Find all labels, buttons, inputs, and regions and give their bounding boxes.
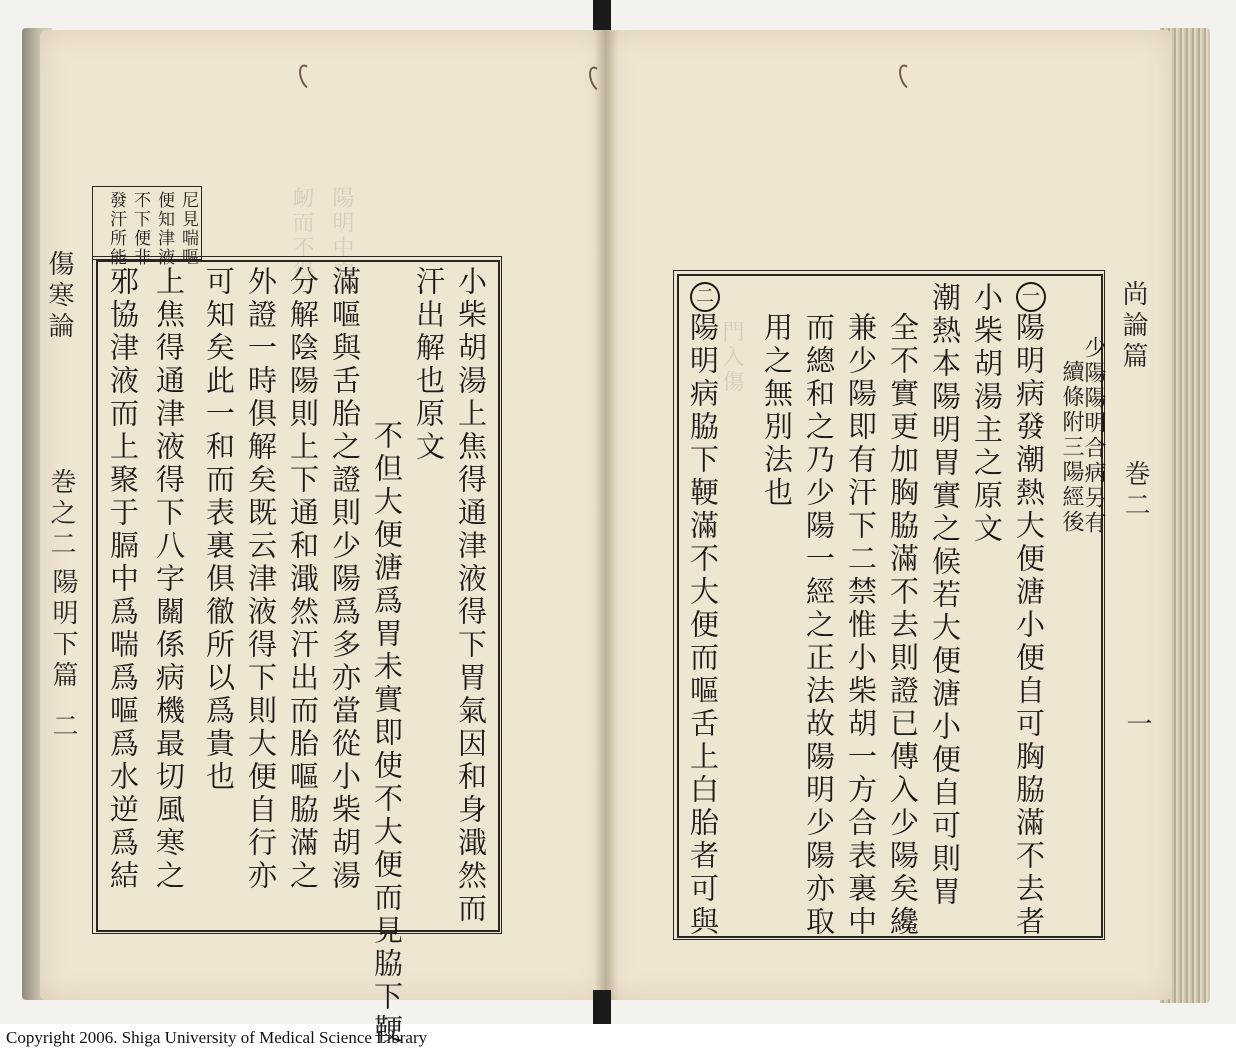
text-column: 小柴胡湯主之原文: [970, 282, 1004, 546]
bleed-through-text: 門入傷: [719, 320, 744, 395]
text-column: 小柴胡湯上焦得通津液得下胃氣因和身濈然而: [454, 266, 488, 926]
text-column: 邪協津液而上聚于膈中爲喘爲嘔爲水逆爲結: [106, 266, 140, 893]
text-column: 而總和之乃少陽一經之正法故陽明少陽亦取: [802, 312, 836, 939]
item-number-marker: 一: [1016, 282, 1046, 312]
annotation-line: 尼見喘嘔: [178, 191, 198, 267]
annotation-box: [92, 186, 202, 267]
annotation-line: 便知津液: [154, 191, 174, 267]
text-column: 不但大便溏爲胃未實即使不大便而見脇下鞕: [370, 420, 404, 1047]
left-margin-title: 傷寒論: [44, 250, 74, 343]
text-column: 可知矣此一和而表裏俱徹所以爲貴也: [202, 266, 236, 794]
annotation-line: 不下便非: [130, 191, 150, 267]
text-column: 汗出解也原文: [412, 266, 446, 464]
heading-note-line: 少陽陽明合病另有: [1081, 336, 1106, 536]
copyright-footer: Copyright 2006. Shiga University of Medical Science Library: [6, 1028, 428, 1047]
bleed-through-text: 衂而不得: [289, 186, 314, 286]
text-column: 兼少陽即有汗下二禁惟小柴胡一方合表裏中: [844, 312, 878, 939]
binding-ribbon-bottom: [593, 990, 611, 1024]
bleed-through-text: 陽明中寒: [329, 186, 354, 286]
text-column: 潮熱本陽明胃實之候若大便溏小便自可則胃: [928, 282, 962, 909]
text-column: 滿嘔與舌胎之證則少陽爲多亦當從小柴胡湯: [328, 266, 362, 893]
text-column: 陽明病脇下鞕滿不大便而嘔舌上白胎者可與: [686, 312, 720, 939]
text-column: 上焦得通津液得下八字關係病機最切風寒之: [152, 266, 186, 893]
text-column: 陽明病發潮熱大便溏小便自可胸脇滿不去者: [1012, 312, 1046, 939]
text-column: 外證一時俱解矣既云津液得下則大便自行亦: [244, 266, 278, 893]
right-margin-volume: 巻二: [1120, 460, 1150, 522]
heading-note-line: 續條附三陽經後: [1059, 360, 1084, 535]
right-margin-page: 一: [1122, 710, 1152, 741]
book-gutter: [594, 30, 618, 1000]
text-column: 用之無別法也: [760, 312, 794, 510]
item-number-marker: 二: [690, 282, 720, 312]
annotation-line: 發汗所能: [106, 191, 126, 267]
text-column: 全不實更加胸脇滿不去則證已傳入少陽矣纔: [886, 312, 920, 939]
binding-ribbon-top: [593, 0, 611, 30]
text-column: 分解陰陽則上下通和濈然汗出而胎嘔脇滿之: [286, 266, 320, 893]
left-margin-section: 陽明下篇: [48, 568, 78, 692]
right-margin-title: 尚論篇: [1118, 280, 1148, 373]
left-margin-page: 二: [48, 712, 78, 743]
left-margin-volume: 巻之二: [46, 468, 76, 561]
